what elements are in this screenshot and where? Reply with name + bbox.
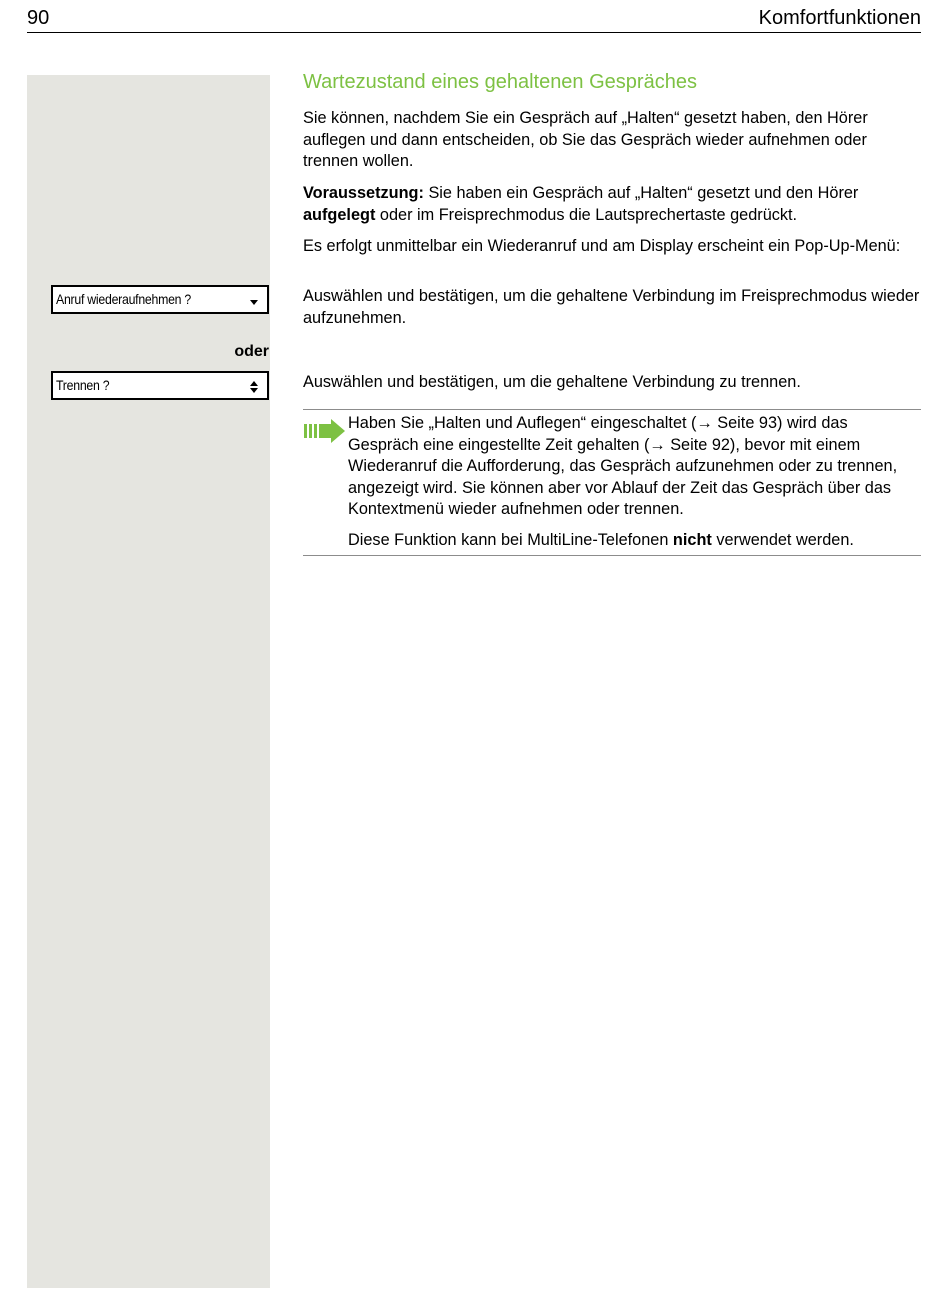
note-restriction-paragraph: Diese Funktion kann bei MultiLine-Telefonen nicht verwendet werden. [348,531,854,549]
prerequisite-paragraph: Voraussetzung: Sie haben ein Gespräch auf „Halten“ gesetzt und den Hörer aufgelegt oder im Freisprechmodus die Lautsprechertaste gedrückt. [303,184,859,224]
note-arrow-icon [304,419,346,443]
prerequisite-emphasis: aufgelegt [303,205,376,224]
page-number: 90 [27,7,50,29]
intro-paragraph: Sie können, nachdem Sie ein Gespräch auf „Halten“ gesetzt haben, den Hörer auflegen und dann entscheiden, ob Sie das Gespräch wieder aufnehmen oder trennen wollen. [303,109,868,170]
note-top-divider [303,409,921,410]
step-resume-description: Auswählen und bestätigen, um die gehaltene Verbindung im Freisprechmodus wieder aufzunehmen. [303,287,920,327]
step-disconnect-description: Auswählen und bestätigen, um die gehaltene Verbindung zu trennen. [303,373,801,391]
chapter-title: Komfortfunktionen [758,7,921,29]
arrow-down-icon [249,291,259,309]
display-option-label: Anruf wiederaufnehmen ? [56,291,192,307]
display-option-label: Trennen ? [56,377,110,393]
header-divider [27,32,921,33]
arrow-up-down-icon [249,377,259,395]
display-option-disconnect [51,371,269,400]
section-heading: Wartezustand eines gehaltenen Gespräches [303,71,697,93]
callback-paragraph: Es erfolgt unmittelbar ein Wiederanruf und am Display erscheint ein Pop-Up-Menü: [303,237,901,255]
note-paragraph: Haben Sie „Halten und Auflegen“ eingeschaltet (→ Seite 93) wird das Gespräch eine eingestellte Zeit gehalten (→ Seite 92), bevor mit einem Wiederanruf die Aufforderung, das Gespräch aufzunehmen oder zu trennen, angezeigt wird. Sie können aber vor Ablauf der Zeit das Gespräch über das Kontextmenü wieder aufnehmen oder trennen. [348,414,898,518]
note-emphasis: nicht [672,531,712,549]
display-option-resume-call [51,285,269,314]
or-label: oder [234,343,269,360]
prerequisite-label: Voraussetzung: [303,184,424,202]
note-bottom-divider [303,555,921,556]
sidebar-panel [27,75,270,1288]
